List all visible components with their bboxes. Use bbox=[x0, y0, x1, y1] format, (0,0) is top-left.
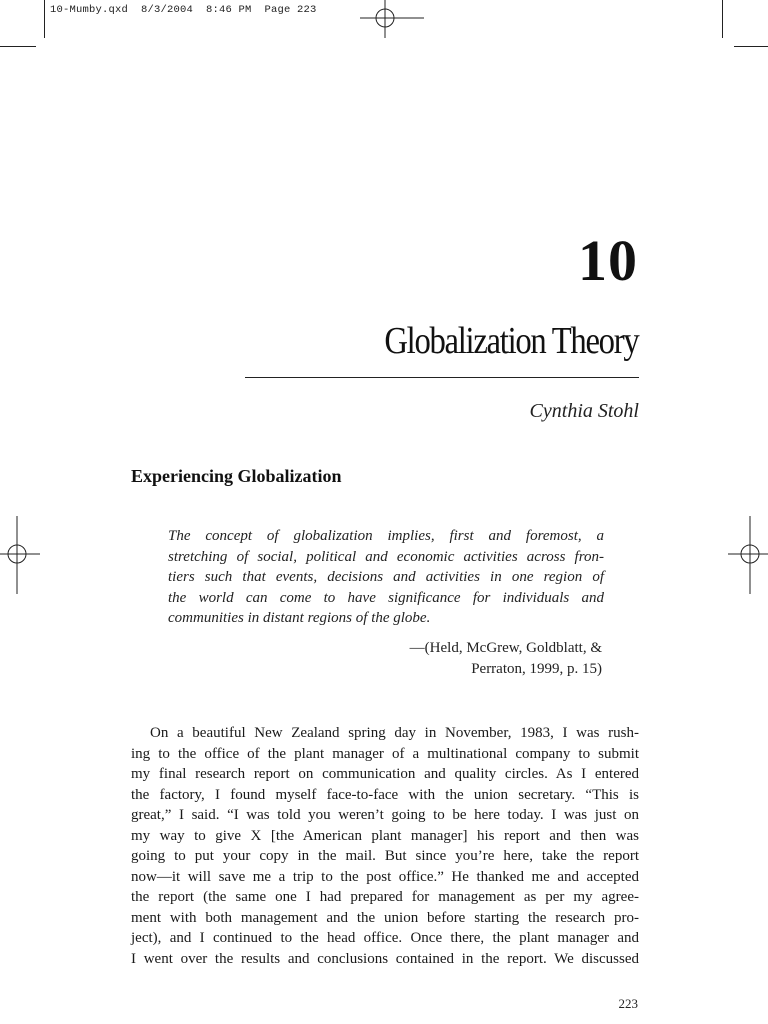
citation-line: —(Held, McGrew, Goldblatt, & bbox=[409, 640, 602, 656]
registration-crosshair-icon bbox=[0, 516, 40, 596]
epigraph-citation bbox=[302, 638, 602, 679]
body-line: my way to give X [the American plant manager] his report and then was bbox=[131, 827, 639, 844]
body-paragraph bbox=[131, 723, 639, 969]
body-line: I went over the results and conclusions contained in the report. We discussed bbox=[131, 950, 639, 967]
crop-mark-top-left-vertical bbox=[44, 0, 45, 38]
epigraph-line: stretching of social, political and economic activities across fron- bbox=[168, 548, 604, 565]
body-line: On a beautiful New Zealand spring day in November, 1983, I was rush- bbox=[150, 725, 639, 741]
crop-mark-top-left-horizontal bbox=[0, 46, 36, 47]
title-divider bbox=[245, 377, 639, 378]
body-line: great,” I said. “I was told you weren’t going to be here today. I was just on bbox=[131, 807, 639, 823]
citation-line: Perraton, 1999, p. 15) bbox=[471, 660, 602, 677]
epigraph-line: tiers such that events, decisions and activities in one region of bbox=[168, 569, 604, 586]
registration-crosshair-icon bbox=[728, 516, 768, 596]
body-line: my final research report on communication and quality circles. As I entered bbox=[131, 766, 639, 782]
chapter-author: Cynthia Stohl bbox=[529, 400, 639, 422]
body-line: going to put your copy in the mail. But since you’re here, take the report bbox=[131, 848, 639, 864]
registration-crosshair-icon bbox=[360, 0, 424, 40]
body-line: the factory, I found myself face-to-face with the union secretary. “This is bbox=[131, 786, 639, 803]
epigraph-quote bbox=[168, 526, 604, 629]
body-line: ject), and I continued to the head office. Once there, the plant manager and bbox=[131, 930, 639, 946]
body-line: ment with both management and the union before starting the research pro- bbox=[131, 909, 639, 926]
body-line: now—it will save me a trip to the post office.” He thanked me and accepted bbox=[131, 868, 639, 885]
body-line: ing to the office of the plant manager of a multinational company to submit bbox=[131, 745, 639, 762]
chapter-title: Globalization Theory bbox=[383, 320, 638, 362]
section-heading: Experiencing Globalization bbox=[131, 466, 342, 486]
epigraph-line: communities in distant regions of the globe. bbox=[168, 610, 431, 627]
epigraph-line: The concept of globalization implies, first and foremost, a bbox=[168, 528, 604, 544]
epigraph-line: the world can come to have significance for individuals and bbox=[168, 589, 604, 606]
page-number: 223 bbox=[618, 996, 638, 1011]
body-line: the report (the same one I had prepared for management as per my agree- bbox=[131, 889, 639, 905]
chapter-number: 10 bbox=[578, 228, 638, 293]
crop-mark-top-right-vertical bbox=[722, 0, 723, 38]
crop-mark-top-right-horizontal bbox=[734, 46, 768, 47]
printer-slug: 10-Mumby.qxd 8/3/2004 8:46 PM Page 223 bbox=[50, 4, 317, 16]
